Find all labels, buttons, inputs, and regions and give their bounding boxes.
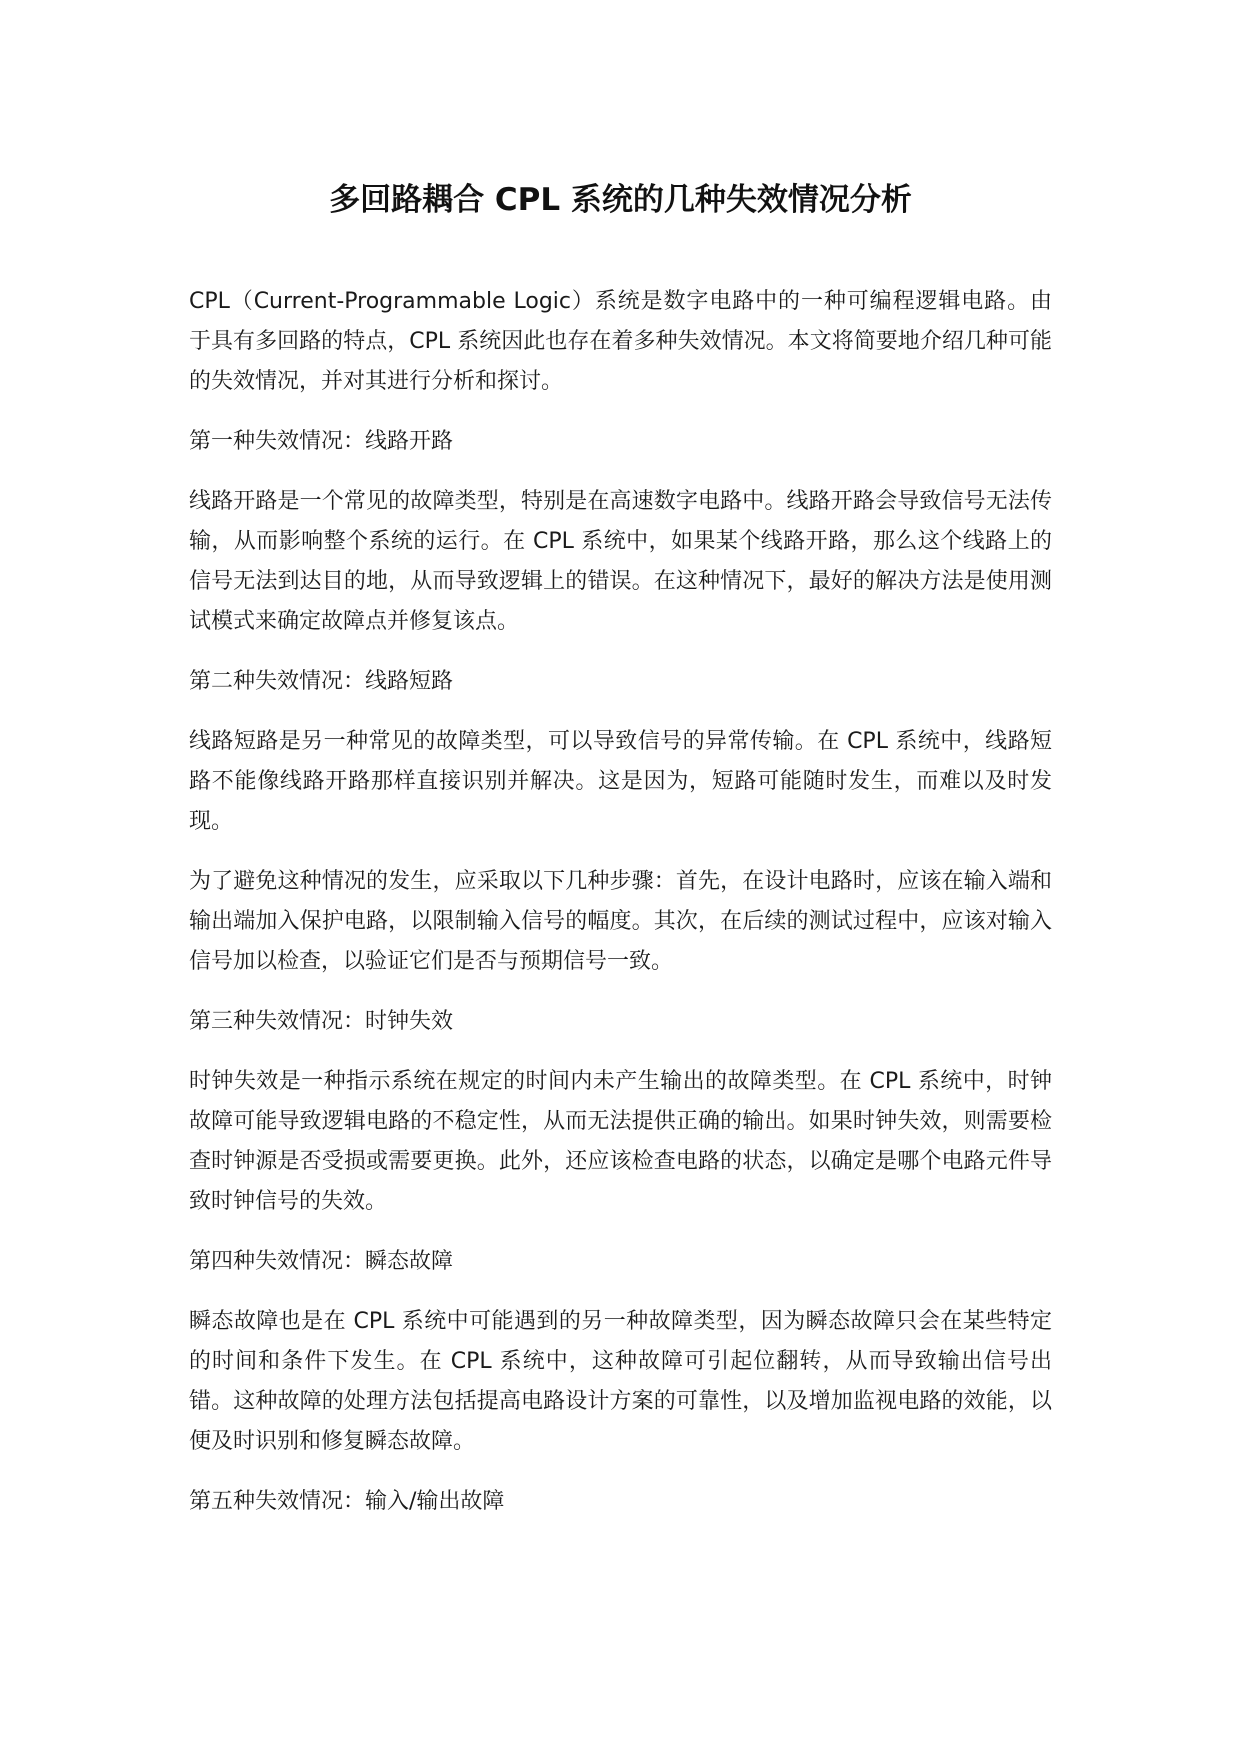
- section-heading-open-circuit: 第一种失效情况：线路开路: [189, 429, 454, 454]
- section-heading-transient-fault: 第四种失效情况：瞬态故障: [189, 1249, 454, 1274]
- open-circuit-paragraph: 线路开路是一个常见的故障类型，特别是在高速数字电路中。线路开路会导致信号无法传输，从而影响整个系统的运行。在 CPL 系统中，如果某个线路开路，那么这个线路上的信号无法到达目的地，从而导致逻辑上的错误。在这种情况下，最好的解决方法是使用测试模式来确定故障点并修复该点。: [189, 489, 1052, 634]
- section-heading-io-fault: 第五种失效情况：输入/输出故障: [189, 1489, 505, 1514]
- document-body: [189, 282, 1052, 1542]
- section-heading-short-circuit: 第二种失效情况：线路短路: [189, 669, 454, 694]
- page-title: 多回路耦合 CPL 系统的几种失效情况分析: [329, 182, 912, 218]
- short-circuit-paragraph: 线路短路是另一种常见的故障类型，可以导致信号的异常传输。在 CPL 系统中，线路短路不能像线路开路那样直接识别并解决。这是因为，短路可能随时发生，而难以及时发现。: [189, 729, 1052, 834]
- short-circuit-prevention-paragraph: 为了避免这种情况的发生，应采取以下几种步骤：首先，在设计电路时，应该在输入端和输出端加入保护电路，以限制输入信号的幅度。其次，在后续的测试过程中，应该对输入信号加以检查，以验证它们是否与预期信号一致。: [189, 869, 1052, 974]
- intro-paragraph: CPL（Current-Programmable Logic）系统是数字电路中的一种可编程逻辑电路。由于具有多回路的特点，CPL 系统因此也存在着多种失效情况。本文将简要地介绍几种可能的失效情况，并对其进行分析和探讨。: [189, 289, 1052, 394]
- transient-fault-paragraph: 瞬态故障也是在 CPL 系统中可能遇到的另一种故障类型，因为瞬态故障只会在某些特定的时间和条件下发生。在 CPL 系统中，这种故障可引起位翻转，从而导致输出信号出错。这种故障的处理方法包括提高电路设计方案的可靠性，以及增加监视电路的效能，以便及时识别和修复瞬态故障。: [189, 1309, 1052, 1454]
- clock-failure-paragraph: 时钟失效是一种指示系统在规定的时间内未产生输出的故障类型。在 CPL 系统中，时钟故障可能导致逻辑电路的不稳定性，从而无法提供正确的输出。如果时钟失效，则需要检查时钟源是否受损或需要更换。此外，还应该检查电路的状态，以确定是哪个电路元件导致时钟信号的失效。: [189, 1069, 1052, 1214]
- section-heading-clock-failure: 第三种失效情况：时钟失效: [189, 1009, 454, 1034]
